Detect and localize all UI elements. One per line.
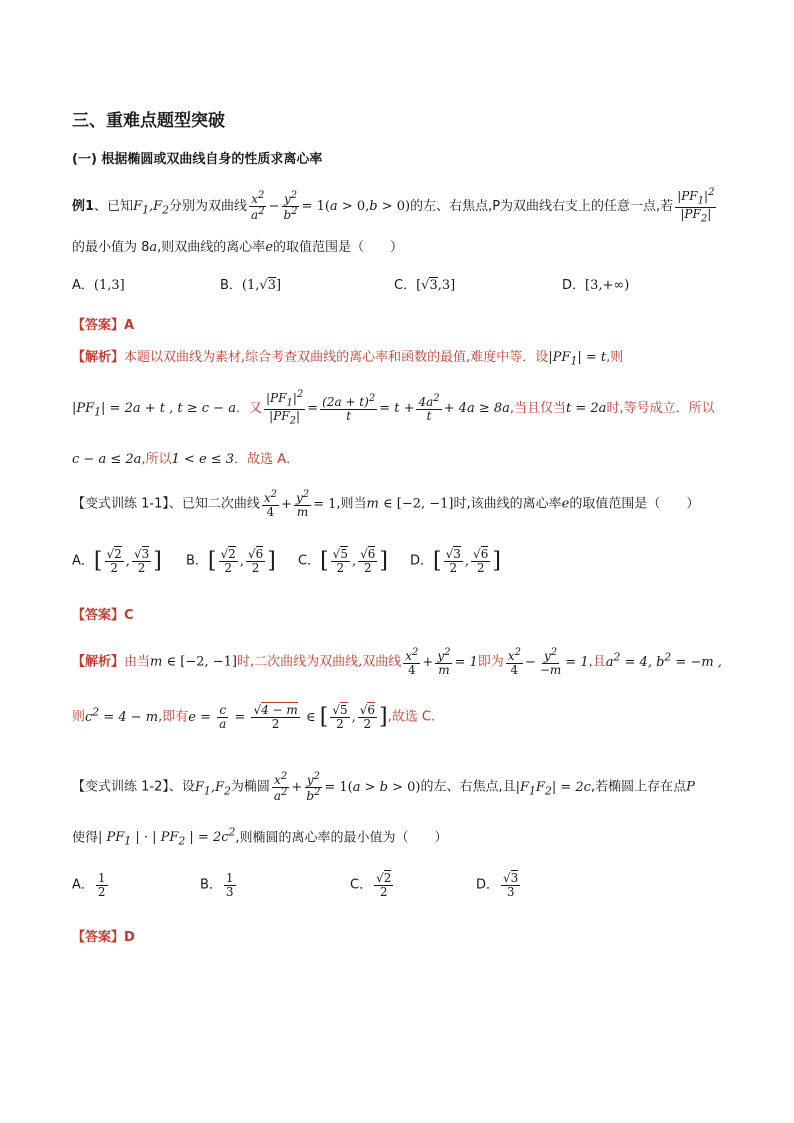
example1-analysis-2: $|PF_1| = 2a + t$ , t ≥ c − a．又 $\frac{|PF_1|^2}{|PF_2|}$ = $\frac{(2a + t)^2}{t}$ = t + $\frac{4a^2}{t}$ + 4a ≥ 8a,当且仅当t = 2a时,等号成立．所以 — [72, 389, 715, 427]
variant11-option-d: D．[ $\frac{√3}{2}$ , $\frac{√6}{2}$ ] — [410, 547, 501, 575]
variant12-option-b: B． $\frac{1}{3}$ — [200, 871, 234, 899]
variant11-analysis-2: 则$c^2 = 4 - m$,即有e = $\frac{c}{a}$ = $\frac{√4 - m}{2}$ ∈ [ $\frac{√5}{2}$ , $\frac{√6}{2}$ ],故选 C. — [72, 703, 436, 731]
example1-stem: 例1、已知$F_1,F_2$分别为双曲线 $\frac{x^2}{a^2}$ − $\frac{y^2}{b^2}$ = 1(a > 0,b > 0)的左、右焦点,P为双曲线右支上的任意一点,若 $\frac{|PF_1|^2}{|PF_2|}$ — [72, 188, 718, 225]
example1-option-c: C．[√3,3] — [394, 278, 456, 293]
variant11-analysis-1: 【解析】由当m ∈ [−2, −1]时,二次曲线为双曲线,双曲线 $\frac{x^2}{4}$ + $\frac{y^2}{m}$ = 1即为 $\frac{x^2}{4}$ − $\frac{y^2}{-m}$ = 1,且$a^2 = 4$, $b^2 = -m$ , — [72, 647, 722, 677]
variant12-option-a: A． $\frac{1}{2}$ — [72, 871, 106, 899]
math-hyperbola: $\frac{x^2}{a^2}$ − $\frac{y^2}{b^2}$ = 1(a > 0,b > 0) — [251, 190, 411, 222]
subsection-title: (一) 根据椭圆或双曲线自身的性质求离心率 — [72, 152, 323, 167]
variant12-stem-2: 使得| $PF_1$ | · | $PF_2$ | = $2c^2$,则椭圆的离心率的最小值为（ ） — [72, 826, 448, 848]
variant11-stem: 【变式训练 1-1】、已知二次曲线 $\frac{x^2}{4}$ + $\frac{y^2}{m}$ = 1,则当m ∈ [−2, −1]时,该曲线的离心率e的取值范围是（ ） — [72, 489, 700, 519]
math-ratio: $\frac{|PF_1|^2}{|PF_2|}$ — [677, 187, 715, 225]
variant11-option-b: B．[ $\frac{√2}{2}$ , $\frac{√6}{2}$ ] — [186, 547, 276, 575]
variant12-answer: 【答案】D — [72, 930, 135, 945]
variant11-option-c: C．[ $\frac{√5}{2}$ , $\frac{√6}{2}$ ] — [298, 547, 388, 575]
example1-analysis-1: 【解析】本题以双曲线为素材,综合考查双曲线的离心率和函数的最值,难度中等．设$|PF_1| = t$,则 — [72, 350, 624, 368]
example1-option-a: A．(1,3] — [72, 278, 125, 293]
variant11-option-a: A．[ $\frac{√2}{2}$ , $\frac{√3}{2}$ ] — [72, 547, 162, 575]
variant11-answer: 【答案】C — [72, 608, 134, 623]
section-title: 三、重难点题型突破 — [72, 111, 225, 131]
example1-stem-2: 的最小值为 8a,则双曲线的离心率e的取值范围是（ ） — [72, 240, 404, 255]
variant11-label: 【变式训练 1-1】 — [72, 496, 169, 512]
example1-option-d: D．[3,+∞) — [562, 278, 630, 293]
variant12-stem: 【变式训练 1-2】、设$F_1,F_2$为椭圆 $\frac{x^2}{a^2}$ + $\frac{y^2}{b^2}$ = 1(a > b > 0)的左、右焦点,且$|F_1F_2| = 2c$,若椭圆上存在点P — [72, 771, 695, 803]
example1-analysis-3: c − a ≤ 2a,所以1 < e ≤ 3．故选 A． — [72, 452, 300, 467]
example1-label: 例1 — [72, 198, 95, 214]
variant12-option-c: C． $\frac{√2}{2}$ — [350, 871, 392, 899]
example1-option-b: B．(1,√3] — [220, 278, 282, 293]
variant12-label: 【变式训练 1-2】 — [72, 779, 169, 795]
math-f1f2: $F_1,F_2$ — [133, 198, 170, 217]
variant12-option-d: D． $\frac{√3}{3}$ — [476, 871, 519, 899]
example1-answer: 【答案】A — [72, 318, 135, 333]
